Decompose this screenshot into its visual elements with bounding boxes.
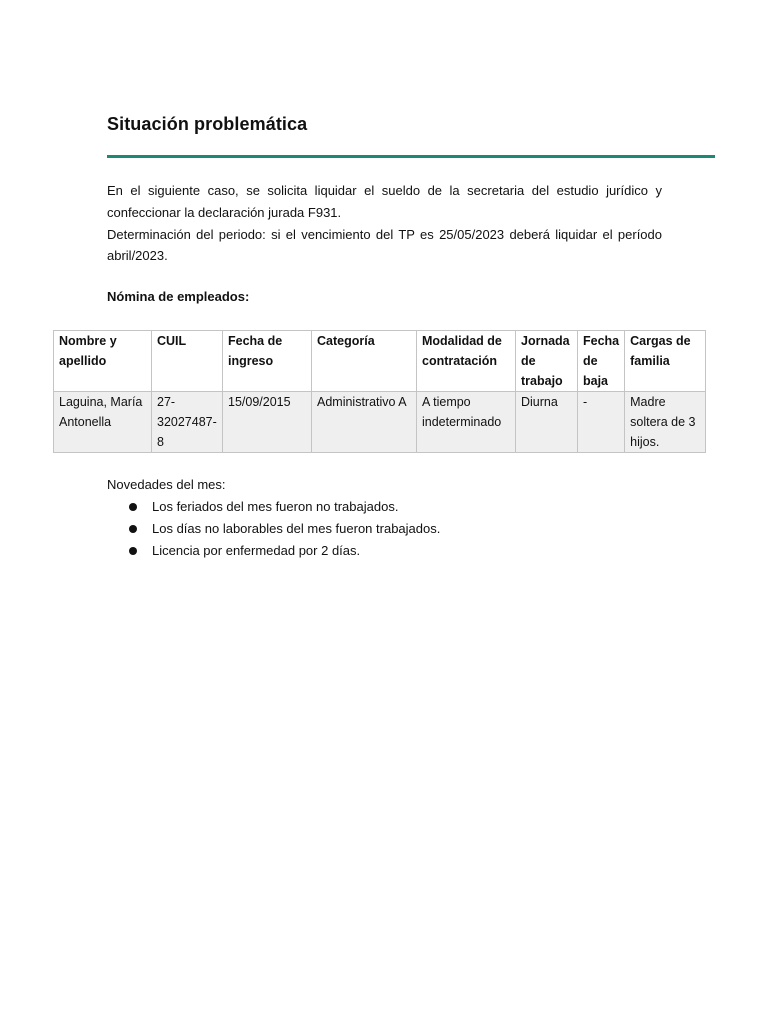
payroll-heading: Nómina de empleados: <box>107 289 250 304</box>
cell-modalidad: A tiempo indeterminado <box>417 392 516 453</box>
column-header-cuil: CUIL <box>152 331 223 392</box>
column-header-modalidad: Modalidad de contratación <box>417 331 516 392</box>
news-item-text: Licencia por enfermedad por 2 días. <box>152 543 361 558</box>
column-header-nombre: Nombre y apellido <box>54 331 152 392</box>
column-header-fecha-baja: Fecha de baja <box>578 331 625 392</box>
news-item-text: Los feriados del mes fueron no trabajados. <box>152 499 399 514</box>
bullet-icon <box>129 525 137 533</box>
column-header-categoria: Categoría <box>312 331 417 392</box>
title-divider <box>107 155 715 158</box>
table-header-row <box>54 331 706 392</box>
news-item-text: Los días no laborables del mes fueron trabajados. <box>152 521 441 536</box>
bullet-icon <box>129 503 137 511</box>
intro-paragraph: En el siguiente caso, se solicita liquidar el sueldo de la secretaria del estudio jurídico y confeccionar la declaración jurada F931. <box>107 183 662 220</box>
news-heading: Novedades del mes: <box>107 477 226 492</box>
table-row <box>54 392 706 453</box>
column-header-jornada: Jornada de trabajo <box>516 331 578 392</box>
cell-cuil: 27-32027487-8 <box>152 392 223 453</box>
cell-fecha-ingreso: 15/09/2015 <box>223 392 312 453</box>
cell-categoria: Administrativo A <box>312 392 417 453</box>
page-title: Situación problemática <box>107 114 308 134</box>
intro-text <box>107 180 662 267</box>
list-item <box>107 518 440 540</box>
list-item <box>107 496 440 518</box>
list-item <box>107 540 440 562</box>
news-section <box>107 474 440 562</box>
intro-paragraph: Determinación del periodo: si el vencimiento del TP es 25/05/2023 deberá liquidar el período abril/2023. <box>107 226 662 264</box>
cell-cargas: Madre soltera de 3 hijos. <box>625 392 706 453</box>
employee-table <box>53 330 706 453</box>
column-header-fecha-ingreso: Fecha de ingreso <box>223 331 312 392</box>
cell-nombre: Laguina, María Antonella <box>54 392 152 453</box>
news-list <box>107 496 440 562</box>
column-header-cargas: Cargas de familia <box>625 331 706 392</box>
bullet-icon <box>129 547 137 555</box>
cell-fecha-baja: - <box>578 392 625 453</box>
cell-jornada: Diurna <box>516 392 578 453</box>
